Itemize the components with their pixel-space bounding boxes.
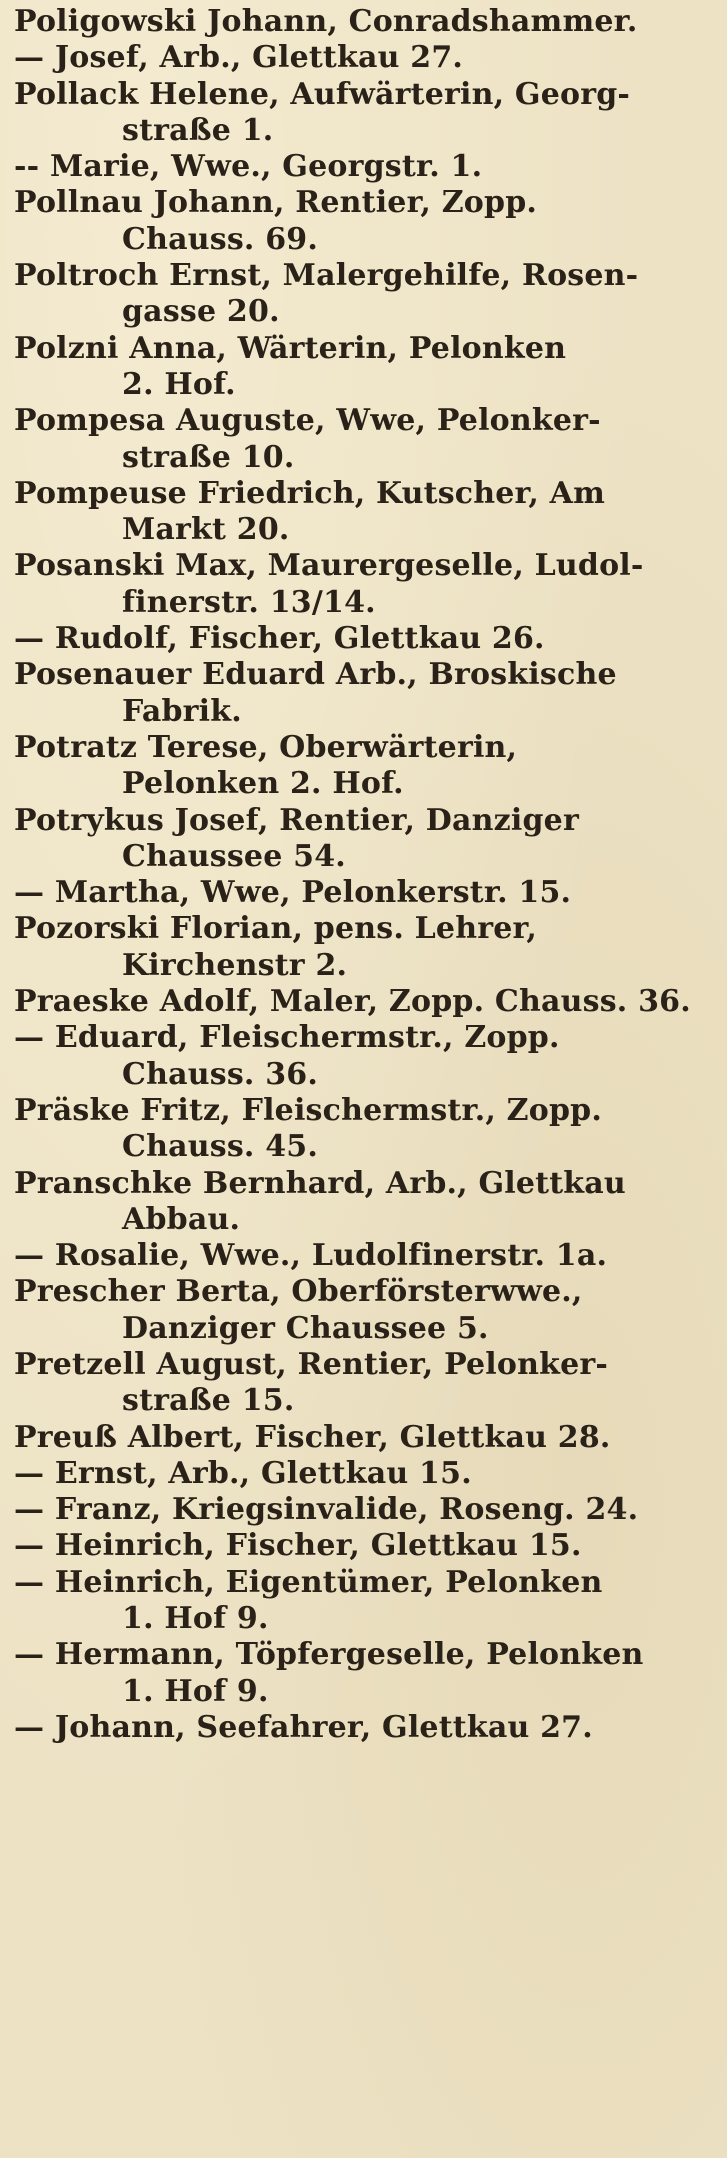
entry-name-line: — Josef, Arb., Glettkau 27.	[14, 40, 464, 76]
entry-continuation-line: Danziger Chaussee 5.	[122, 1310, 489, 1346]
entry-continuation-line: Chauss. 69.	[122, 221, 318, 257]
directory-entry	[14, 548, 719, 621]
entry-name-line: Poltroch Ernst, Malergehilfe, Rosen-	[14, 258, 639, 294]
directory-entry	[14, 77, 719, 150]
entry-continuation-line: finerstr. 13/14.	[122, 584, 376, 620]
directory-entry	[14, 185, 719, 258]
entry-continuation-line: Pelonken 2. Hof.	[122, 766, 404, 802]
directory-entry	[14, 657, 719, 730]
entry-name-line: Pranschke Bernhard, Arb., Glettkau	[14, 1165, 626, 1201]
entry-name-line: — Rosalie, Wwe., Ludolfinerstr. 1a.	[14, 1238, 608, 1274]
entry-name-line: — Franz, Kriegsinvalide, Roseng. 24.	[14, 1492, 639, 1528]
entry-continuation-line: 1. Hof 9.	[122, 1601, 269, 1637]
entry-name-line: Pollnau Johann, Rentier, Zopp.	[14, 185, 538, 221]
entry-name-line: — Heinrich, Fischer, Glettkau 15.	[14, 1528, 582, 1564]
entry-continuation-line: Chauss. 45.	[122, 1129, 318, 1165]
directory-entry	[14, 476, 719, 549]
directory-entry	[14, 911, 719, 984]
entry-name-line: Posanski Max, Maurergeselle, Ludol-	[14, 548, 644, 584]
entry-name-line: Potratz Terese, Oberwärterin,	[14, 729, 518, 765]
directory-entry	[14, 1238, 719, 1274]
entry-name-line: Poligowski Johann, Conradshammer.	[14, 4, 638, 39]
entry-name-line: Pretzell August, Rentier, Pelonker-	[14, 1346, 609, 1382]
entry-name-line: Polzni Anna, Wärterin, Pelonken	[14, 330, 567, 366]
directory-entry	[14, 730, 719, 803]
entry-name-line: Preuß Albert, Fischer, Glettkau 28.	[14, 1419, 611, 1455]
directory-entry	[14, 1528, 719, 1564]
entry-continuation-line: straße 15.	[122, 1383, 295, 1419]
entry-continuation-line: gasse 20.	[122, 294, 280, 330]
directory-entry	[14, 149, 719, 185]
entry-continuation-line: straße 1.	[122, 112, 274, 148]
entry-continuation-line: Markt 20.	[122, 512, 290, 548]
directory-entry	[14, 403, 719, 476]
directory-entry	[14, 40, 719, 76]
entry-name-line: Pozorski Florian, pens. Lehrer,	[14, 911, 537, 947]
directory-entry	[14, 1093, 719, 1166]
directory-entry	[14, 258, 719, 331]
directory-entry	[14, 984, 719, 1020]
entry-name-line: — Johann, Seefahrer, Glettkau 27.	[14, 1709, 593, 1745]
directory-entry	[14, 331, 719, 404]
entry-name-line: — Eduard, Fleischermstr., Zopp.	[14, 1020, 560, 1056]
directory-entry	[14, 1166, 719, 1239]
entry-continuation-line: 1. Hof 9.	[122, 1673, 269, 1709]
entry-name-line: — Rudolf, Fischer, Glettkau 26.	[14, 621, 545, 657]
entry-continuation-line: Chauss. 36.	[122, 1056, 318, 1092]
entry-continuation-line: straße 10.	[122, 439, 295, 475]
entry-name-line: Präske Fritz, Fleischermstr., Zopp.	[14, 1092, 602, 1128]
entry-name-line: Pompeuse Friedrich, Kutscher, Am	[14, 475, 606, 511]
directory-entry	[14, 1420, 719, 1456]
entry-continuation-line: Kirchenstr 2.	[122, 947, 348, 983]
entry-name-line: — Hermann, Töpfergeselle, Pelonken	[14, 1637, 644, 1673]
entry-name-line: — Heinrich, Eigentümer, Pelonken	[14, 1564, 603, 1600]
directory-entry	[14, 1274, 719, 1347]
directory-entry	[14, 1020, 719, 1093]
entry-name-line: — Martha, Wwe, Pelonkerstr. 15.	[14, 875, 572, 911]
entry-name-line: -- Marie, Wwe., Georgstr. 1.	[14, 149, 483, 185]
directory-entry	[14, 1637, 719, 1710]
directory-entry	[14, 803, 719, 876]
entry-name-line: Prescher Berta, Oberförsterwwe.,	[14, 1274, 583, 1310]
entry-name-line: Praeske Adolf, Maler, Zopp. Chauss. 36.	[14, 984, 691, 1020]
directory-entry	[14, 1710, 719, 1746]
entry-continuation-line: Fabrik.	[122, 693, 242, 729]
entry-continuation-line: 2. Hof.	[122, 366, 236, 402]
entry-name-line: Potrykus Josef, Rentier, Danziger	[14, 802, 579, 838]
entry-name-line: Pompesa Auguste, Wwe, Pelonker-	[14, 403, 601, 439]
directory-entry	[14, 1565, 719, 1638]
entry-name-line: Posenauer Eduard Arb., Broskische	[14, 657, 617, 693]
directory-entry	[14, 1456, 719, 1492]
directory-entry	[14, 1347, 719, 1420]
entry-name-line: — Ernst, Arb., Glettkau 15.	[14, 1455, 472, 1491]
directory-entry-list	[14, 4, 719, 1746]
directory-entry	[14, 1492, 719, 1528]
directory-entry	[14, 4, 719, 40]
entry-continuation-line: Chaussee 54.	[122, 838, 346, 874]
entry-name-line: Pollack Helene, Aufwärterin, Georg-	[14, 76, 631, 112]
directory-entry	[14, 875, 719, 911]
directory-entry	[14, 621, 719, 657]
entry-continuation-line: Abbau.	[122, 1201, 241, 1237]
